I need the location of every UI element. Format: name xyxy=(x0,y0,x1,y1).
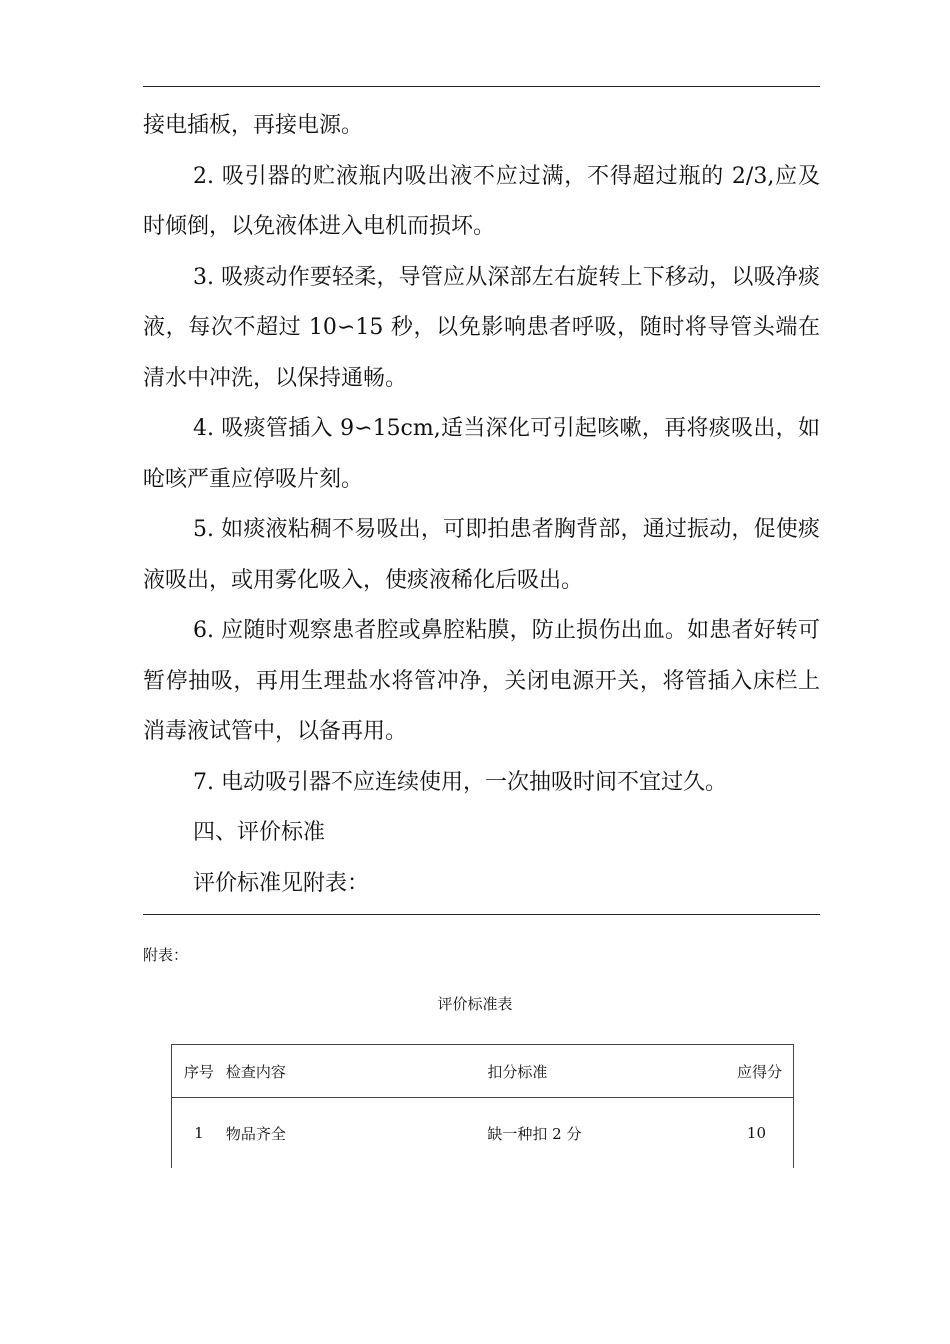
table-row xyxy=(172,1098,794,1169)
header-no: 序号 xyxy=(172,1045,226,1098)
paragraph-see-appendix: 评价标准见附表： xyxy=(193,870,370,896)
paragraph-item-2: 2. 吸引器的贮液瓶内吸出液不应过满，不得超过瓶的 2/3,应及时倾倒，以免液体进入电机而损坏。 xyxy=(143,163,820,239)
cell-no: 1 xyxy=(172,1098,226,1169)
body-text xyxy=(143,101,820,909)
cell-score: 10 xyxy=(678,1098,794,1169)
table-title: 评价标准表 xyxy=(437,995,513,1013)
paragraph-item-4: 4. 吸痰管插入 9∽15cm,适当深化可引起咳嗽，再将痰吸出，如呛咳严重应停吸片刻。 xyxy=(143,416,820,492)
paragraph-item-6: 6. 应随时观察患者腔或鼻腔粘膜，防止损伤出血。如患者好转可暂停抽吸，再用生理盐水将管冲净，关闭电源开关，将管插入床栏上消毒液试管中，以备再用。 xyxy=(143,618,820,744)
header-rule xyxy=(143,86,820,87)
footnote-rule xyxy=(143,914,820,915)
cell-criteria: 缺一种扣 2 分 xyxy=(487,1098,677,1169)
header-score: 应得分 xyxy=(678,1045,794,1098)
appendix-label: 附表： xyxy=(143,946,189,964)
evaluation-table xyxy=(171,1044,794,1168)
cell-content: 物品齐全 xyxy=(226,1098,488,1169)
header-criteria: 扣分标准 xyxy=(487,1045,677,1098)
paragraph-continuation: 接电插板，再接电源。 xyxy=(143,113,364,138)
paragraph-item-5: 5. 如痰液粘稠不易吸出，可即拍患者胸背部，通过振动，促使痰液吸出，或用雾化吸入，使痰液稀化后吸出。 xyxy=(143,517,820,593)
header-content: 检查内容 xyxy=(226,1045,488,1098)
paragraph-item-3: 3. 吸痰动作要轻柔，导管应从深部左右旋转上下移动，以吸净痰液，每次不超过 10∽15 秒，以免影响患者呼吸，随时将导管头端在清水中冲洗，以保持通畅。 xyxy=(143,264,820,391)
paragraph-item-7: 7. 电动吸引器不应连续使用，一次抽吸时间不宜过久。 xyxy=(193,769,727,795)
section-heading: 四、评价标准 xyxy=(193,820,326,845)
table-header-row xyxy=(172,1045,794,1098)
